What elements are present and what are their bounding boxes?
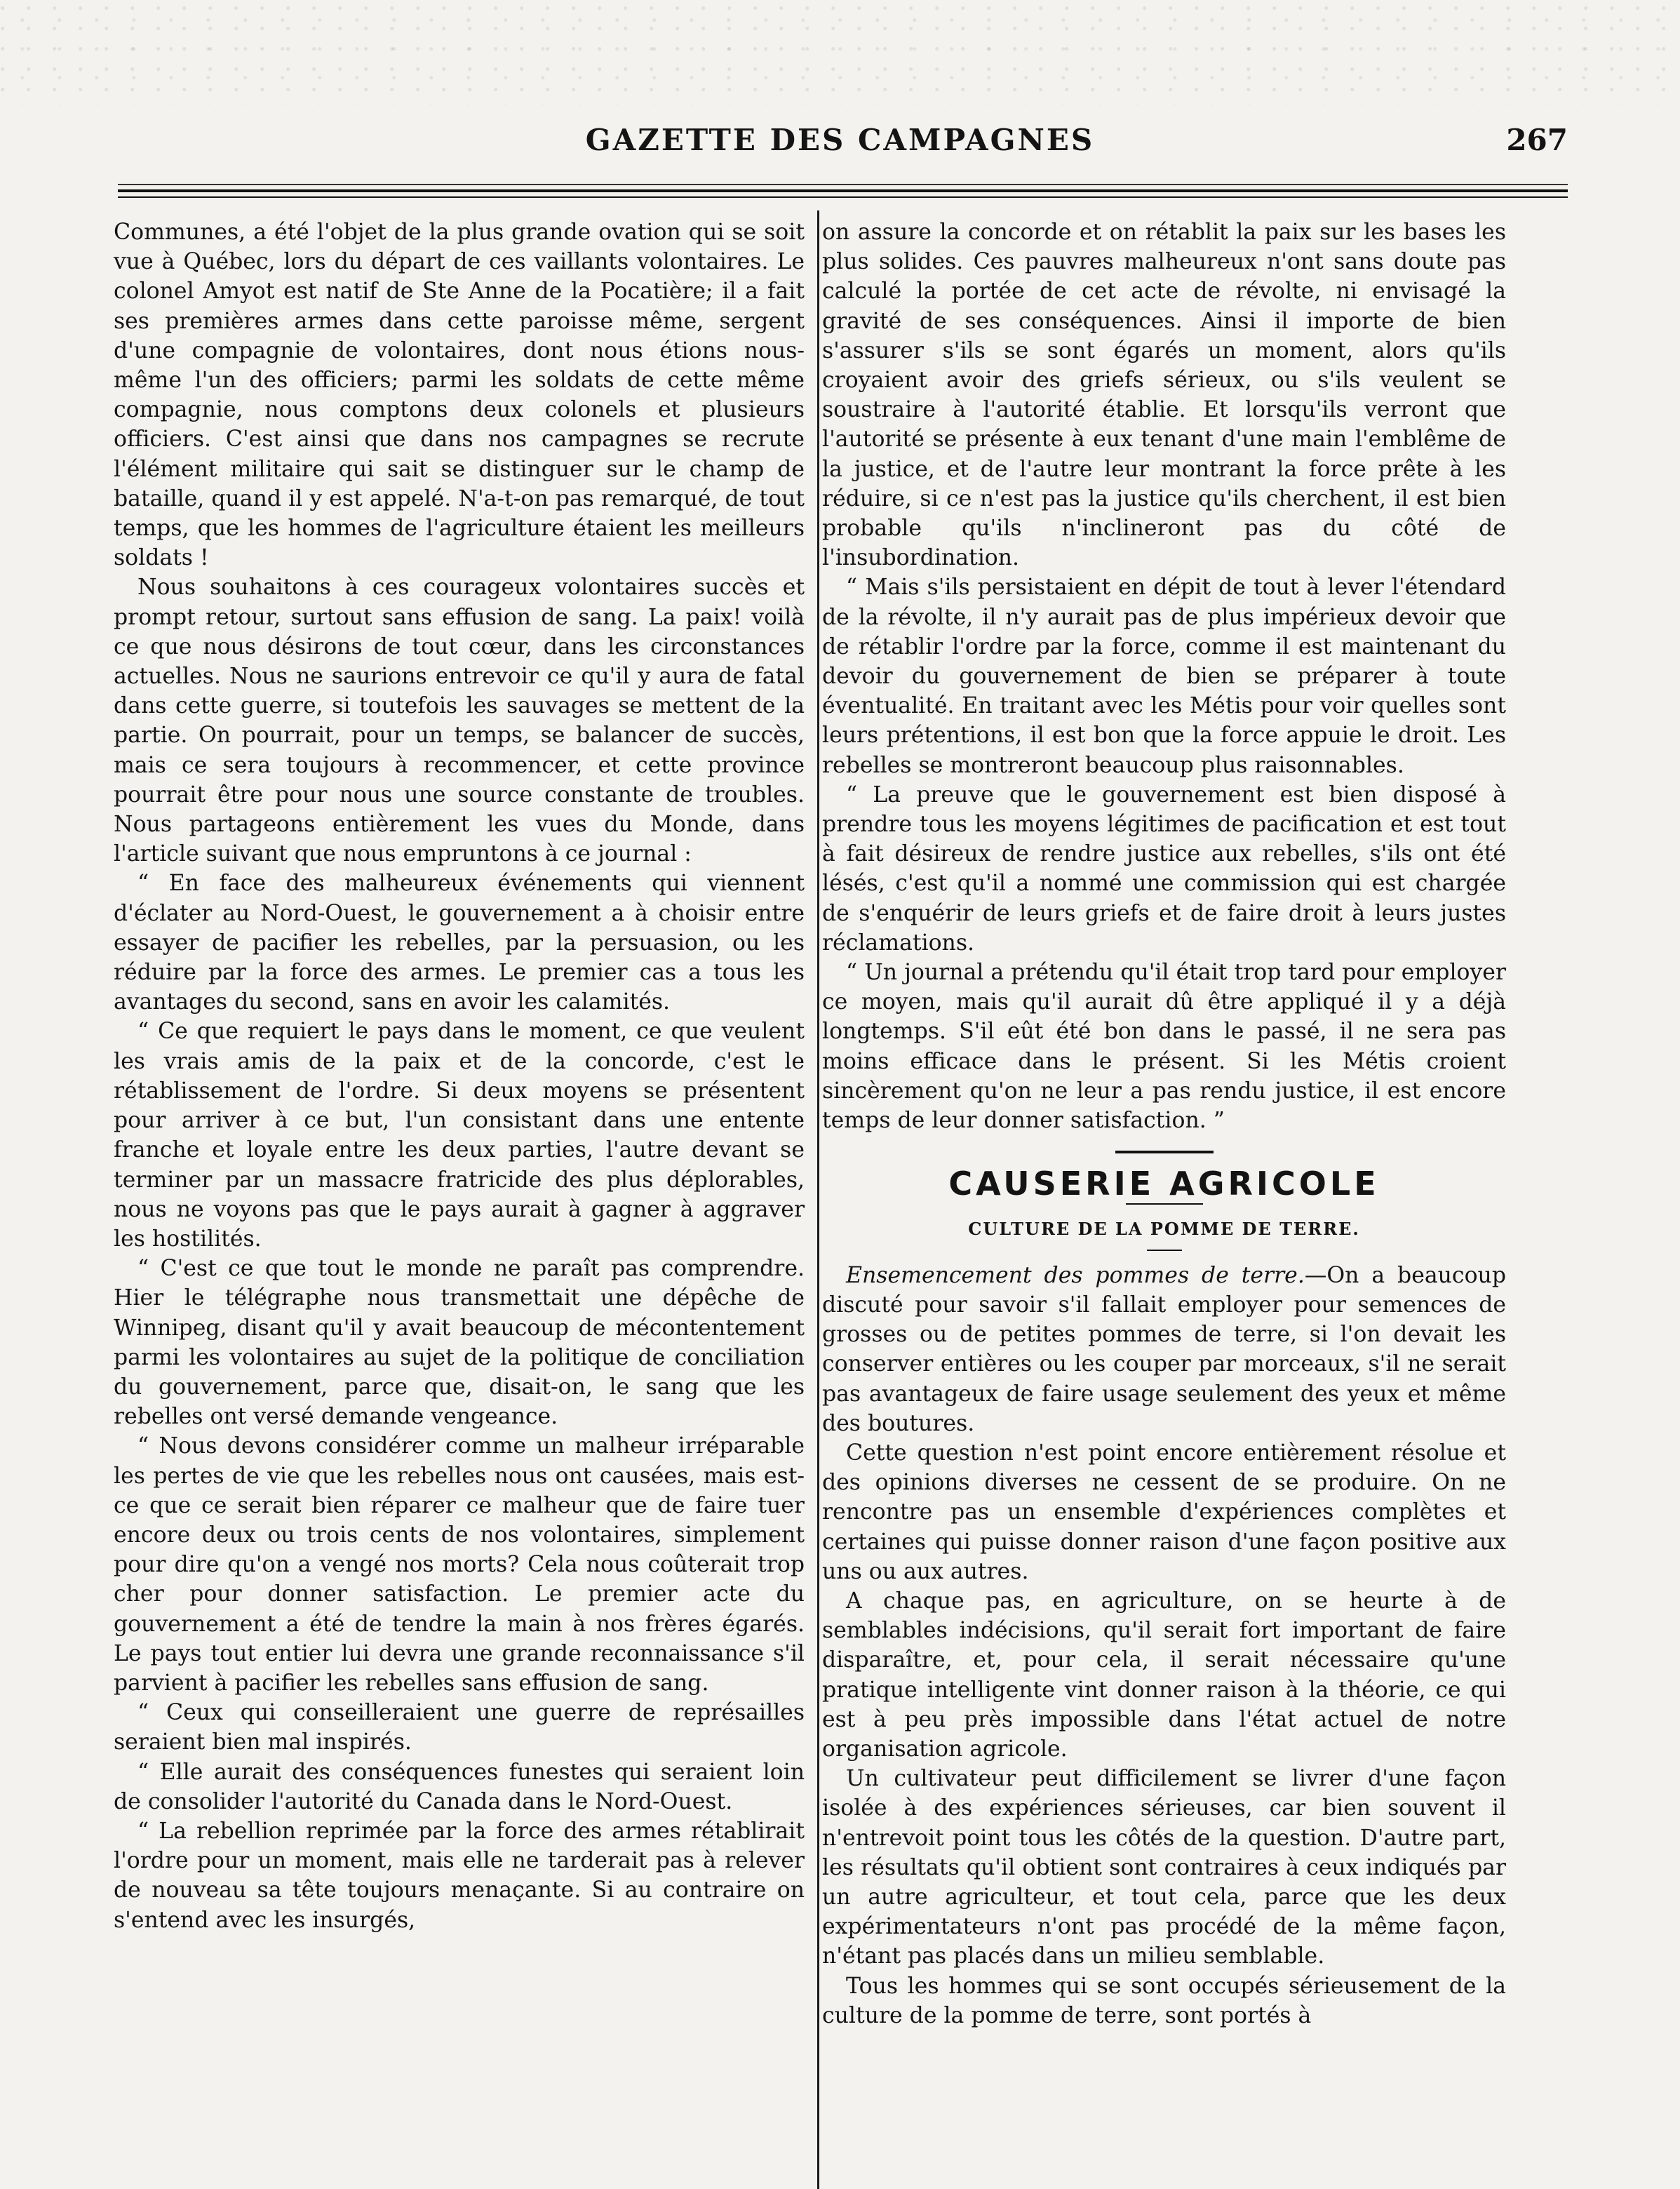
subtitle-rule: [1147, 1250, 1182, 1251]
quoted-paragraph: “ Un journal a prétendu qu'il était trop tard pour employer ce moyen, mais qu'il aurait dû être appliqué il y a déjà longtemps. S'il eût été bon dans le passé, il ne sera pas moins efficace dans le présent. Si les Métis croient sincèrement qu'on ne leur a pas rendu justice, il est encore temps de leur donner satisfaction. ”: [822, 960, 1506, 1134]
paper-speckle-texture: [0, 0, 1680, 105]
quoted-paragraph: “ La rebellion reprimée par la force des armes rétablirait l'ordre pour un moment, mais elle ne tarderait pas à relever de nouveau sa tête toujours menaçante. Si au contraire on s'entend avec les insurgés,: [114, 1818, 805, 1933]
quoted-paragraph: “ Mais s'ils persistaient en dépit de tout à lever l'étendard de la révolte, il n'y aurait pas de plus impérieux devoir que de rétablir l'ordre par la force, comme il est maintenant du devoir du gouvernement de bien se préparer à toute éventualité. En traitant avec les Métis pour voir quelles sont leurs prétentions, il est bon que la force appuie le droit. Les rebelles se montreront beaucoup plus raisonnables.: [822, 575, 1506, 778]
lead-text: —On a beaucoup discuté pour savoir s'il fallait employer pour semences de grosses ou de petites pommes de terre, si l'on devait les conserver entières ou les couper par morceaux, s'il ne serait pas avantageux de faire usage seulement des yeux et même des boutures.: [822, 1262, 1506, 1436]
quoted-paragraph: “ C'est ce que tout le monde ne paraît pas comprendre. Hier le télégraphe nous transmettait une dépêche de Winnipeg, disant qu'il y avait beaucoup de mécontentement parmi les volontaires au sujet de la politique de conciliation du gouvernement, parce que, disait-on, le sang que les rebelles ont versé demande vengeance.: [114, 1256, 805, 1430]
lead-paragraph: [822, 1261, 1506, 1438]
left-column: [114, 217, 805, 1935]
section-subtitle: CULTURE DE LA POMME DE TERRE.: [968, 1218, 1360, 1239]
quoted-paragraph: “ Elle aurait des conséquences funestes qui seraient loin de consolider l'autorité du Canada dans le Nord-Ouest.: [114, 1759, 805, 1814]
quoted-paragraph: “ Ce que requiert le pays dans le moment, ce que veulent les vrais amis de la paix et de la concorde, c'est le rétablissement de l'ordre. Si deux moyens se présentent pour arriver à ce but, l'un consistant dans une entente franche et loyale entre les deux parties, l'autre devant se terminer par un massacre fratricide des plus déplorables, nous ne voyons pas que le pays aurait à gagner à aggraver les hostilités.: [114, 1019, 805, 1252]
header-rule-thick: [118, 189, 1568, 192]
right-column: [822, 217, 1506, 2030]
quoted-paragraph: “ La preuve que le gouvernement est bien disposé à prendre tous les moyens légitimes de pacification et est tout à fait désireux de rendre justice aux rebelles, s'ils ont été lésés, c'est qu'il a nommé une commission qui est chargée de s'enquérir de leurs griefs et de faire droit à leurs justes réclamations.: [822, 782, 1506, 956]
section-separator-rule: [1115, 1151, 1214, 1153]
paragraph: on assure la concorde et on rétablit la paix sur les bases les plus solides. Ces pauvres malheureux n'ont sans doute pas calculé la portée de cet acte de révolte, ni envisagé la gravité de ses conséquences. Ainsi il importe de bien s'assurer s'ils se sont égarés un moment, alors qu'ils croyaient avoir des griefs sérieux, ou s'ils veulent se soustraire à l'autorité établie. Et lorsqu'ils verront que l'autorité se présente à eux tenant d'une main l'emblême de la justice, et de l'autre leur montrant la force prête à les réduire, si ce n'est pas la justice qu'ils cherchent, il est bien probable qu'ils n'inclineront pas du côté de l'insubordination.: [822, 220, 1506, 571]
header-rule-thin: [118, 196, 1568, 198]
quoted-paragraph: “ En face des malheureux événements qui viennent d'éclater au Nord-Ouest, le gouvernement a à choisir entre essayer de pacifier les rebelles, par la persuasion, ou les réduire par la force des armes. Le premier cas a tous les avantages du second, sans en avoir les calamités.: [114, 871, 805, 1015]
paragraph: Communes, a été l'objet de la plus grande ovation qui se soit vue à Québec, lors du départ de ces vaillants volontaires. Le colonel Amyot est natif de Ste Anne de la Pocatière; il a fait ses premières armes dans cette paroisse même, sergent d'une compagnie de volontaires, dont nous étions nous-même l'un des officiers; parmi les soldats de cette même compagnie, nous comptons deux colonels et plusieurs officiers. C'est ainsi que dans nos campagnes se recrute l'élément militaire qui sait se distinguer sur le champ de bataille, quand il y est appelé. N'a-t-on pas remarqué, de tout temps, que les hommes de l'agriculture étaient les meilleurs soldats !: [114, 220, 805, 571]
header-rule-upper: [118, 184, 1568, 185]
paragraph: Un cultivateur peut difficilement se livrer d'une façon isolée à des expériences sérieuses, car bien souvent il n'entrevoit point tous les côtés de la question. D'autre part, les résultats qu'il obtient sont contraires à ceux indiqués par un autre agriculteur, et tout cela, parce que les deux expérimentateurs n'ont pas procédé de la même façon, n'étant pas placés dans un milieu semblable.: [822, 1766, 1506, 1969]
paragraph: A chaque pas, en agriculture, on se heurte à de semblables indécisions, qu'il serait fort important de faire disparaître, et, pour cela, il serait nécessaire qu'une pratique intelligente vint donner raison à la théorie, ce qui est à peu près impossible dans l'état actuel de notre organisation agricole.: [822, 1588, 1506, 1762]
paragraph: Tous les hommes qui se sont occupés sérieusement de la culture de la pomme de terre, sont portés à: [822, 1973, 1506, 2028]
section-title: CAUSERIE AGRICOLE: [948, 1165, 1380, 1203]
paragraph: Nous souhaitons à ces courageux volontaires succès et prompt retour, surtout sans effusion de sang. La paix! voilà ce que nous désirons de tout cœur, dans les circonstances actuelles. Nous ne saurions entrevoir ce qu'il y aura de fatal dans cette guerre, si toutefois les sauvages se mettent de la partie. On pourrait, pour un temps, se balancer de succès, mais ce sera toujours à recommencer, et cette province pourrait être pour nous une source constante de troubles. Nous partageons entièrement les vues du Monde, dans l'article suivant que nous empruntons à ce journal :: [114, 575, 805, 867]
quoted-paragraph: “ Nous devons considérer comme un malheur irréparable les pertes de vie que les rebelles nous ont causées, mais est-ce que ce serait bien réparer ce malheur que de faire tuer encore deux ou trois cents de nos volontaires, simplement pour dire qu'on a vengé nos morts? Cela nous coûterait trop cher pour donner satisfaction. Le premier acte du gouvernement a été de tendre la main à nos frères égarés. Le pays tout entier lui devra une grande reconnaissance s'il parvient à pacifier les rebelles sans effusion de sang.: [114, 1433, 805, 1696]
quoted-paragraph: “ Ceux qui conseilleraient une guerre de représailles seraient bien mal inspirés.: [114, 1700, 805, 1755]
section-title-underline: [1126, 1203, 1203, 1205]
page-header: [112, 123, 1568, 165]
running-title: GAZETTE DES CAMPAGNES: [585, 123, 1095, 157]
page-number: 267: [1506, 123, 1568, 157]
paragraph: Cette question n'est point encore entièrement résolue et des opinions diverses ne cessent de se produire. On ne rencontre pas un ensemble d'expériences complètes et certaines qui puisse donner raison d'une façon positive aux uns ou aux autres.: [822, 1440, 1506, 1584]
lead-italic-heading: Ensemencement des pommes de terre.: [846, 1262, 1305, 1288]
column-divider: [817, 210, 819, 2189]
